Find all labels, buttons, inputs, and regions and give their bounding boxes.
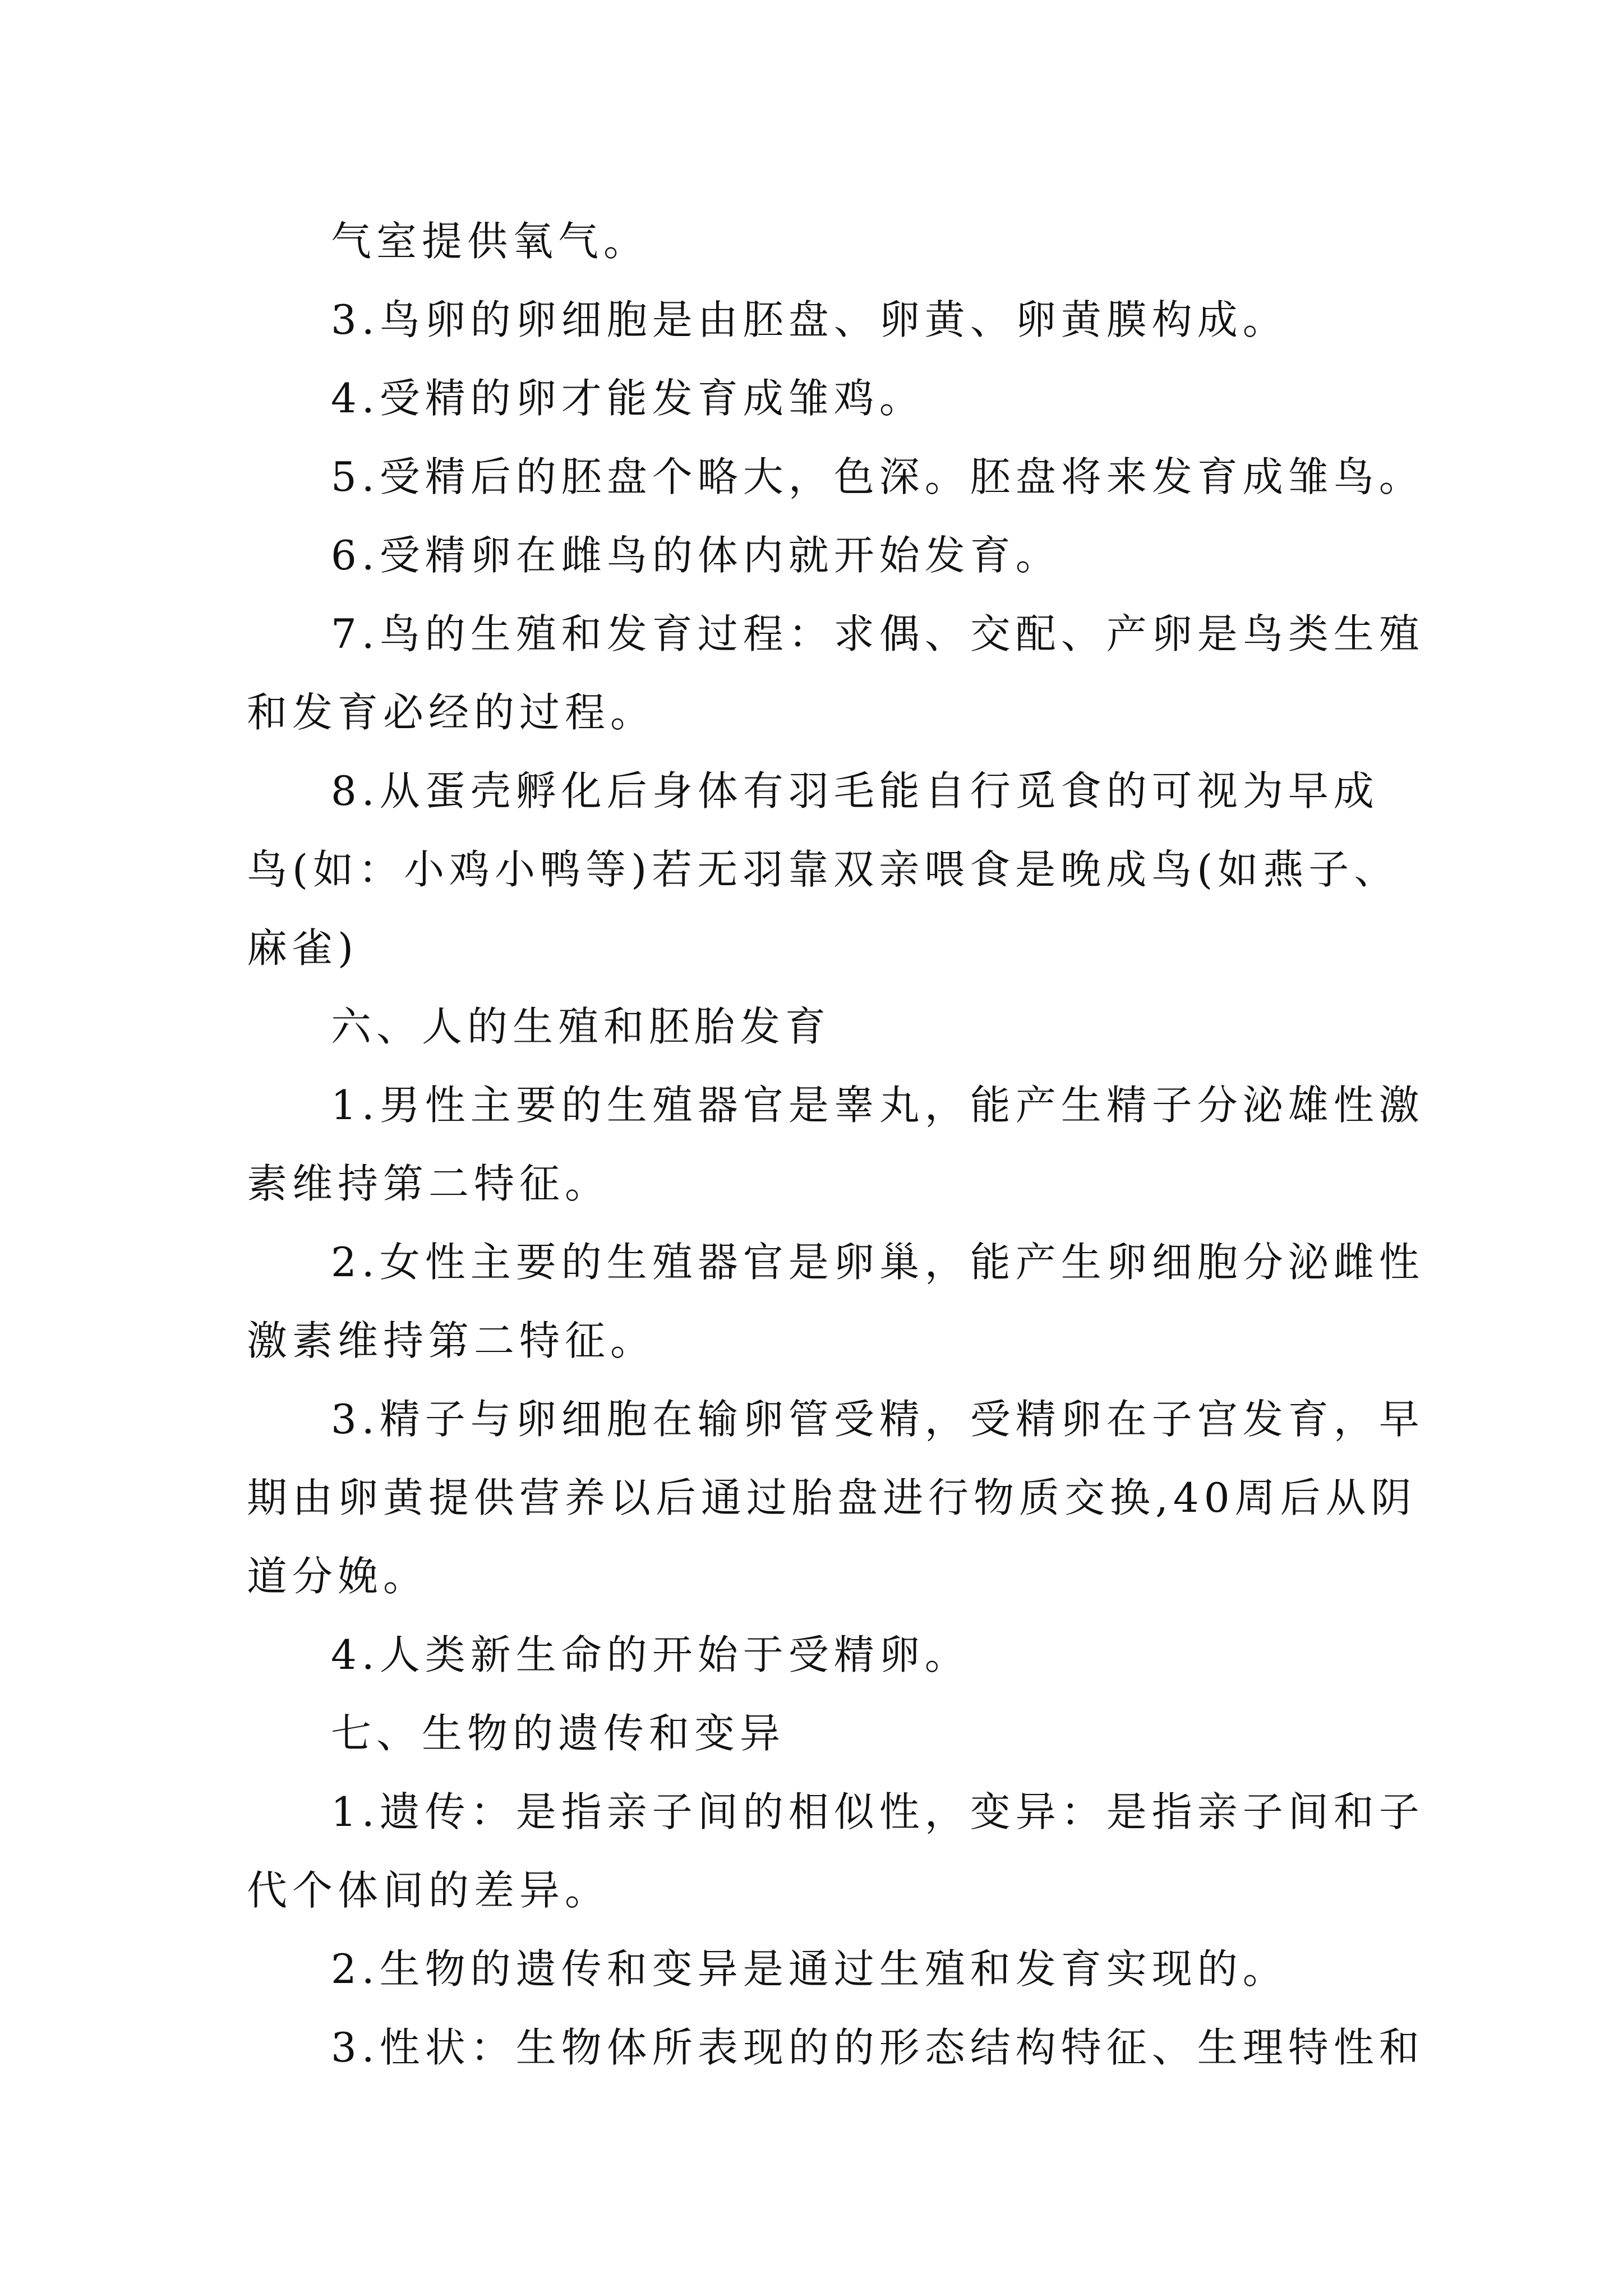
text-line: 期由卵黄提供营养以后通过胎盘进行物质交换,40周后从阴 (247, 1474, 1417, 1521)
text-line: 2.生物的遗传和变异是通过生殖和发育实现的。 (331, 1945, 1288, 1993)
text-line: 6.受精卵在雌鸟的体内就开始发育。 (331, 532, 1061, 579)
text-line: 5.受精后的胚盘个略大，色深。胚盘将来发育成雏鸟。 (331, 453, 1424, 500)
text-line: 激素维持第二特征。 (247, 1317, 656, 1364)
text-line: 3.精子与卵细胞在输卵管受精，受精卵在子宫发育，早 (331, 1396, 1424, 1443)
text-line: 4.人类新生命的开始于受精卵。 (331, 1631, 970, 1678)
text-line: 1.男性主要的生殖器官是睾丸，能产生精子分泌雄性激 (331, 1082, 1424, 1129)
document-body (247, 202, 1424, 2087)
text-line: 麻雀) (247, 924, 359, 972)
section-heading: 六、人的生殖和胚胎发育 (331, 1003, 831, 1050)
text-line: 1.遗传：是指亲子间的相似性，变异：是指亲子间和子 (331, 1788, 1424, 1835)
text-line: 鸟(如：小鸡小鸭等)若无羽靠双亲喂食是晚成鸟(如燕子、 (247, 846, 1400, 893)
text-line: 4.受精的卵才能发育成雏鸡。 (331, 375, 925, 422)
section-heading: 七、生物的遗传和变异 (331, 1710, 786, 1757)
text-line: 代个体间的差异。 (247, 1867, 611, 1914)
text-line: 3.性状：生物体所表现的的形态结构特征、生理特性和 (331, 2024, 1424, 2071)
text-line: 3.鸟卵的卵细胞是由胚盘、卵黄、卵黄膜构成。 (331, 296, 1288, 343)
text-line: 7.鸟的生殖和发育过程：求偶、交配、产卵是鸟类生殖 (331, 610, 1424, 657)
text-line: 道分娩。 (247, 1553, 429, 1600)
text-line: 和发育必经的过程。 (247, 689, 656, 736)
text-line: 8.从蛋壳孵化后身体有羽毛能自行觅食的可视为早成 (331, 767, 1379, 815)
text-line: 气室提供氧气。 (331, 218, 649, 265)
text-line: 2.女性主要的生殖器官是卵巢，能产生卵细胞分泌雌性 (331, 1239, 1424, 1286)
text-line: 素维持第二特征。 (247, 1160, 611, 1207)
